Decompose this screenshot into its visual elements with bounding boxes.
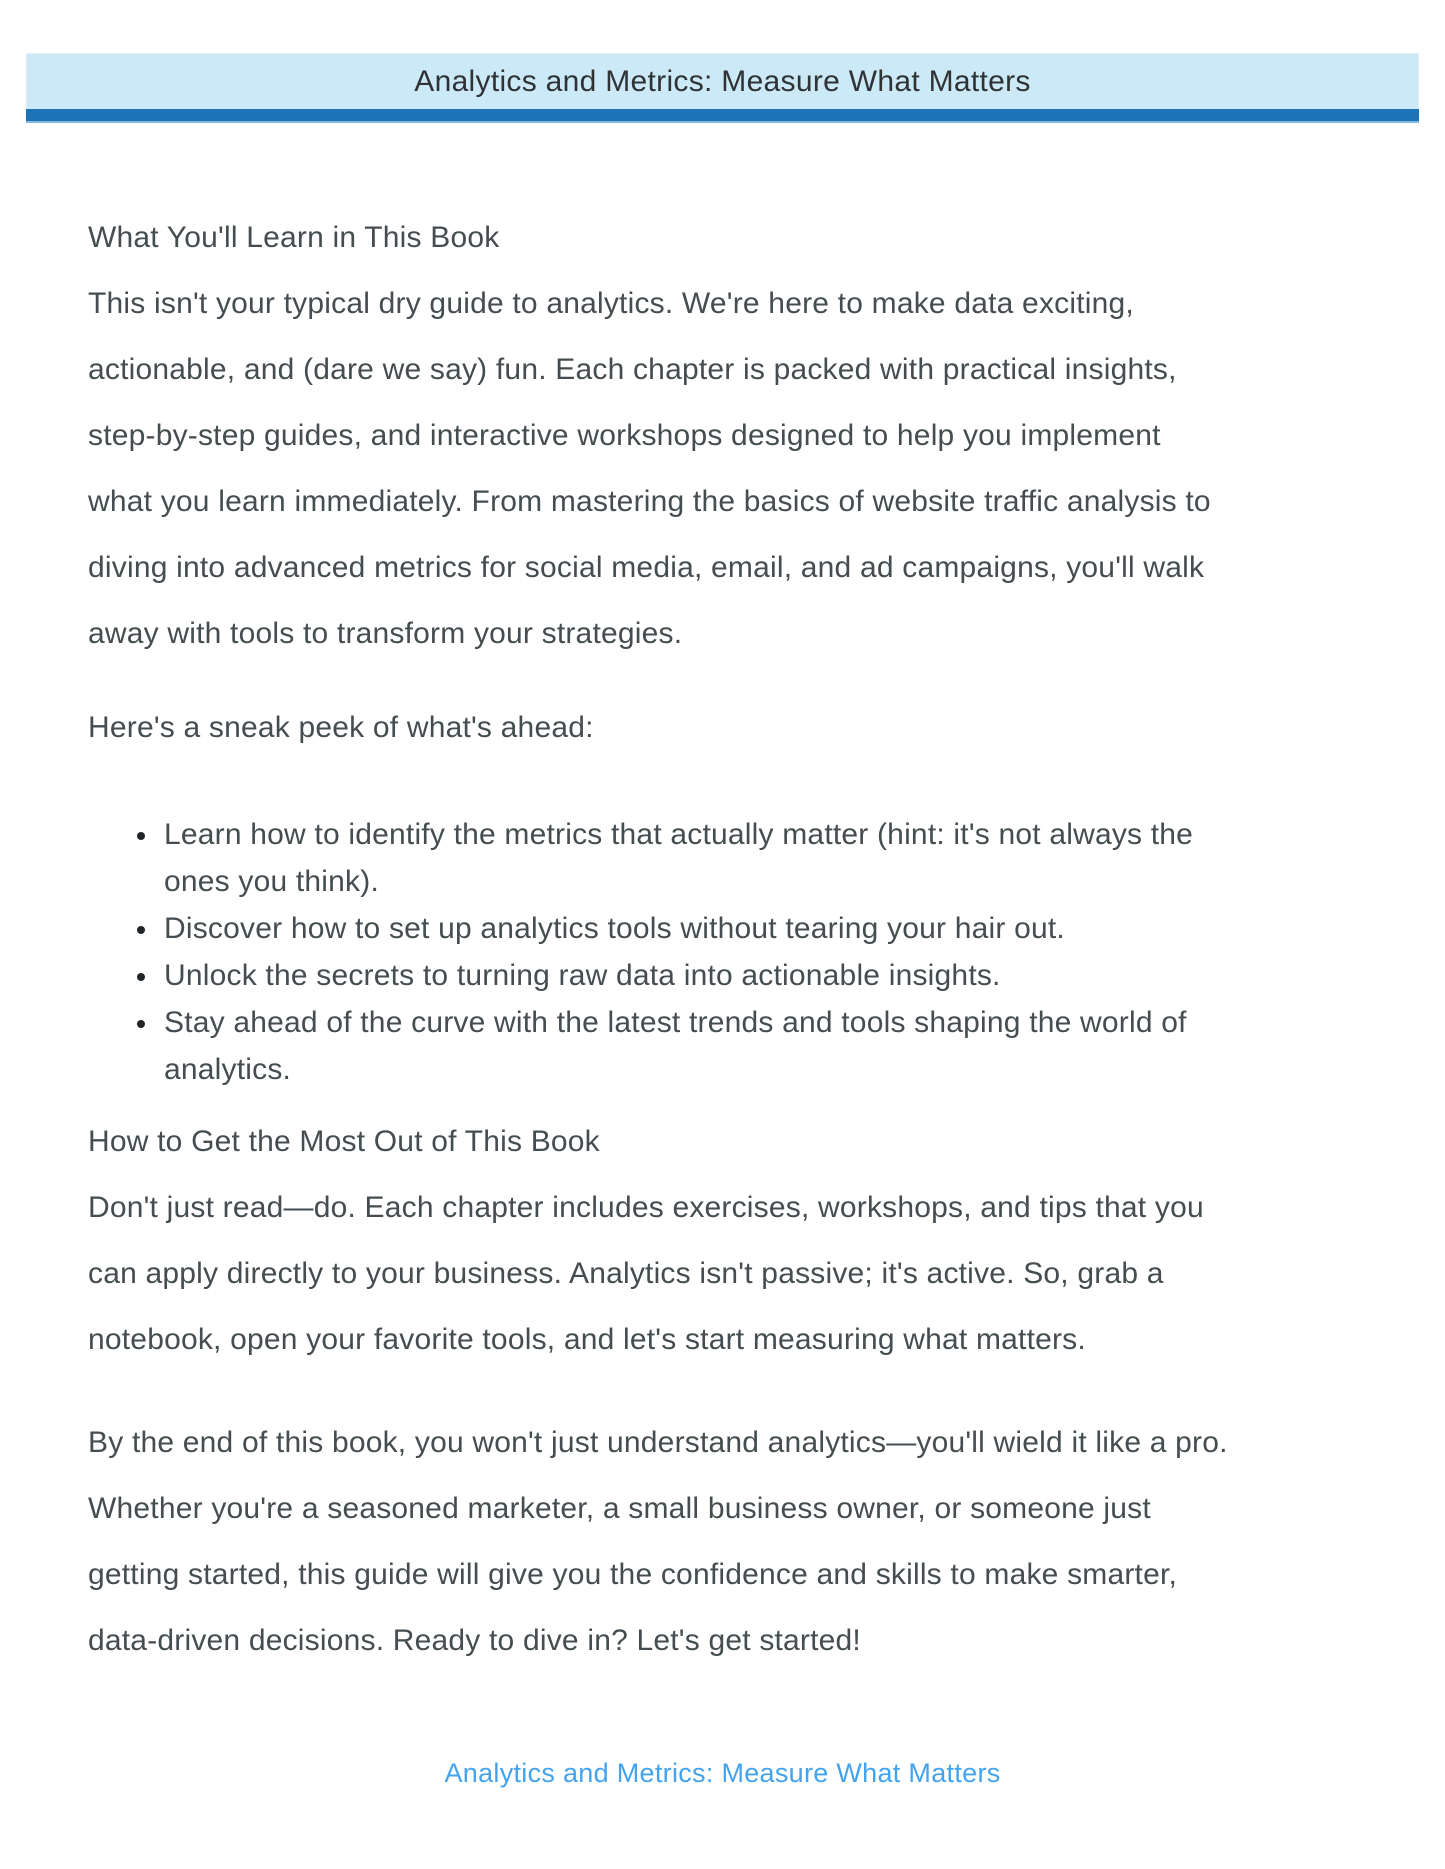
sneak-peek-bullet-list [88, 811, 1368, 1093]
chapter-header-band [26, 53, 1419, 123]
section-heading-how-to-get-the-most: How to Get the Most Out of This Book [88, 1125, 600, 1158]
chapter-header-title: Analytics and Metrics: Measure What Matters [414, 64, 1031, 98]
page-body [88, 205, 1368, 1674]
paragraph-intro: This isn't your typical dry guide to analytics. We're here to make data exciting, actionable, and (dare we say) fun. Each chapter is packed with practical insights, step-by-step guides, and interactive workshops designed to help you implement what you learn immediately. From mastering the basics of website traffic analysis to diving into advanced metrics for social media, email, and ad campaigns, you'll walk away with tools to transform your strategies. [88, 287, 1211, 650]
bullet-list-item: • Stay ahead of the curve with the latest trends and tools shaping the world of analytics. [160, 999, 1368, 1093]
footer-book-title: Analytics and Metrics: Measure What Matters [444, 1758, 1001, 1788]
page-footer [0, 1758, 1445, 1789]
header-divider-rule [26, 109, 1419, 123]
bullet-list-item: • Discover how to set up analytics tools without tearing your hair out. [160, 905, 1368, 952]
paragraph-dont-just-read: Don't just read—do. Each chapter includes exercises, workshops, and tips that you can apply directly to your business. Analytics isn't passive; it's active. So, grab a notebook, open your favorite tools, and let's start measuring what matters. [88, 1191, 1204, 1356]
section-heading-what-youll-learn: What You'll Learn in This Book [88, 221, 500, 254]
chapter-header-background [26, 53, 1419, 109]
bullet-list-item: • Unlock the secrets to turning raw data into actionable insights. [160, 952, 1368, 999]
paragraph-closing: By the end of this book, you won't just understand analytics—you'll wield it like a pro. Whether you're a seasoned marketer, a small business owner, or someone just getting started, this guide will give you the confidence and skills to make smarter, data-driven decisions. Ready to dive in? Let's get started! [88, 1426, 1228, 1657]
paragraph-sneak-peek-intro: Here's a sneak peek of what's ahead: [88, 711, 594, 744]
bullet-list-item: • Learn how to identify the metrics that actually matter (hint: it's not always the ones you think). [160, 811, 1368, 905]
